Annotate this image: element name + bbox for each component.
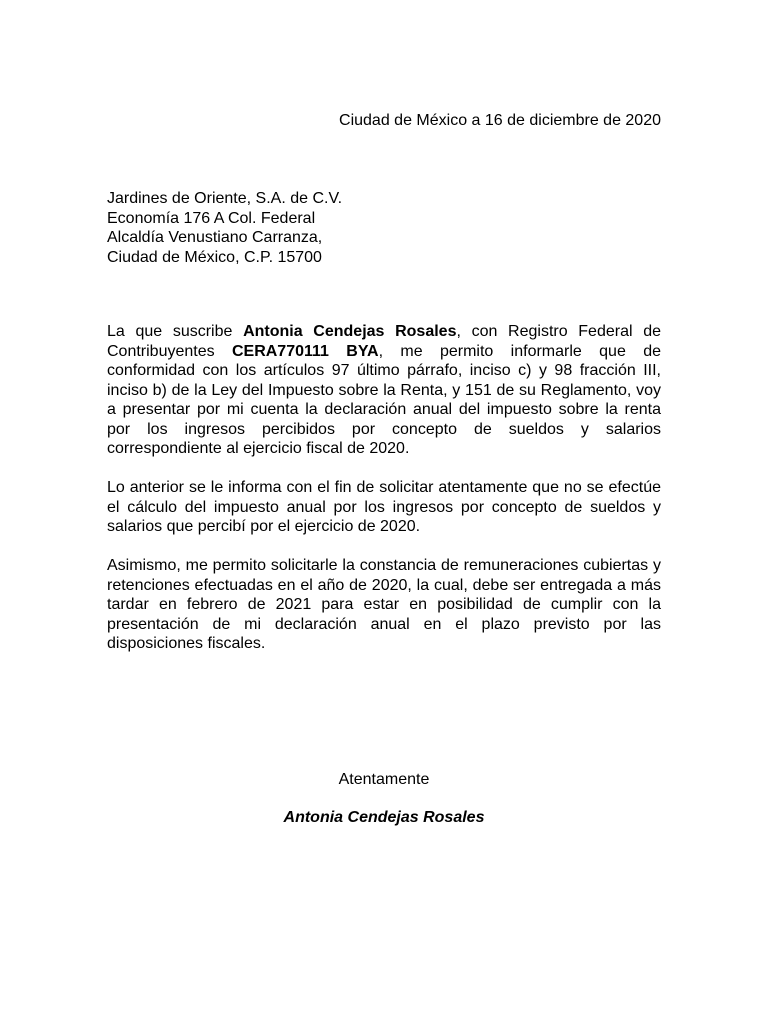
sender-name: Antonia Cendejas Rosales bbox=[243, 323, 457, 340]
paragraph-purpose: Lo anterior se le informa con el fin de solicitar atentamente que no se efectúe el cálculo del impuesto anual por los ingresos por concepto de sueldos y salarios que percibí por el ejercicio de 2020. bbox=[107, 479, 661, 535]
recipient-street: Economía 176 A Col. Federal bbox=[107, 209, 316, 227]
recipient-city: Ciudad de México, C.P. 15700 bbox=[107, 248, 322, 266]
paragraph-request bbox=[107, 322, 661, 459]
paragraph-request-text-2: , con Registro Federal de Contribuyentes bbox=[107, 323, 661, 360]
recipient-address bbox=[107, 189, 667, 267]
paragraph-certificate-request: Asimismo, me permito solicitarle la constancia de remuneraciones cubiertas y retenciones efectuadas en el año de 2020, la cual, debe ser entregada a más tardar en febrero de 2021 para estar en posibilidad de cumplir con la presentación de mi declaración anual en el plazo previsto por las disposiciones fiscales. bbox=[107, 557, 661, 652]
paragraph-request-text-1: La que suscribe bbox=[107, 323, 244, 340]
recipient-company: Jardines de Oriente, S.A. de C.V. bbox=[107, 190, 343, 207]
signature-name: Antonia Cendejas Rosales bbox=[283, 809, 485, 826]
closing-salutation: Atentamente bbox=[338, 771, 430, 788]
recipient-municipality: Alcaldía Venustiano Carranza, bbox=[107, 229, 323, 246]
paragraph-request-text-3: , me permito informarle que de conformidad con los artículos 97 último párrafo, inciso c) y 98 fracción III, inciso b) de la Ley del Impuesto sobre la Renta, y 151 de su Reglamento, voy a presentar por mi cuenta la declaración anual del impuesto sobre la renta por los ingresos percibidos por concepto de sueldos y salarios correspondiente al ejercicio fiscal de 2020. bbox=[107, 342, 661, 457]
date-line: Ciudad de México a 16 de diciembre de 2020 bbox=[339, 112, 661, 129]
sender-rfc: CERA770111 BYA bbox=[231, 342, 379, 360]
letter-body bbox=[107, 322, 661, 673]
